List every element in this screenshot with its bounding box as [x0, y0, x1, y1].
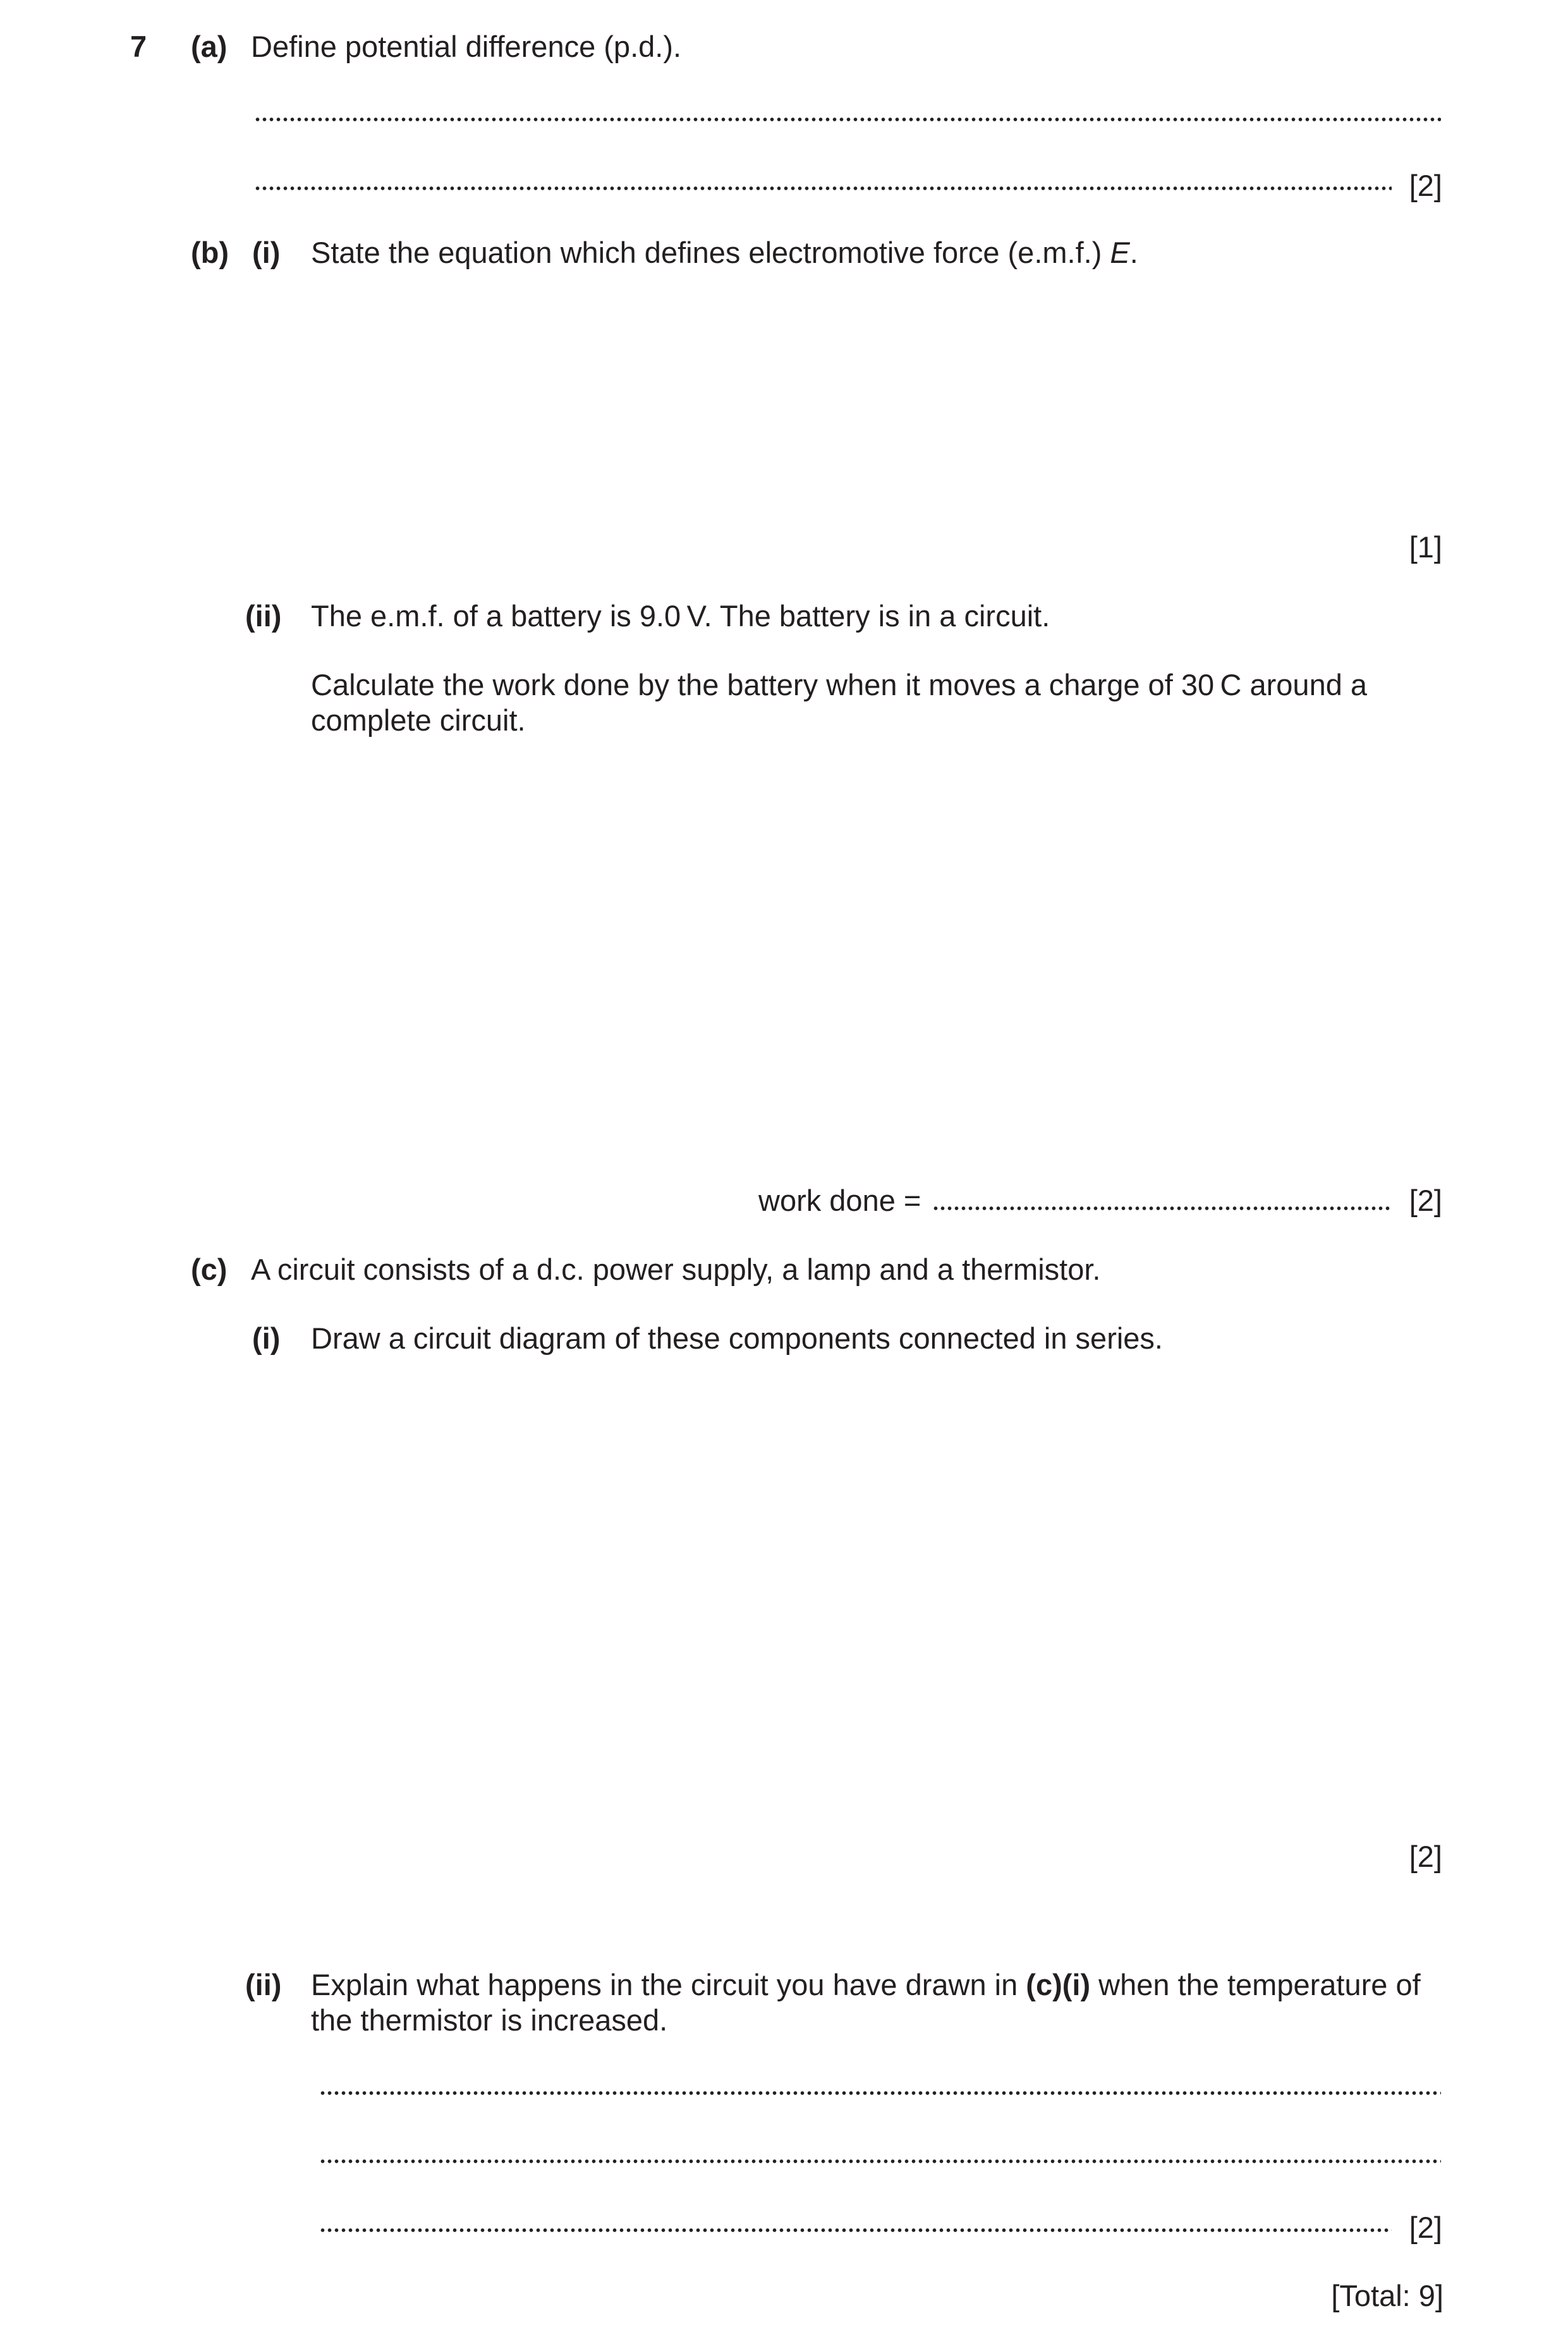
- part-c-question-text: A circuit consists of a d.c. power supply, a lamp and a thermistor.: [251, 1253, 1101, 1286]
- part-c-ii-question-text: Explain what happens in the circuit you have drawn in (c)(i) when the temperature of the thermistor is increased.: [311, 1968, 1421, 2037]
- part-a-marks: [2]: [1409, 169, 1442, 202]
- part-b-label: (b): [191, 236, 229, 269]
- part-c-i-question-text: Draw a circuit diagram of these components connected in series.: [311, 1321, 1163, 1355]
- part-c-ii-marks: [2]: [1409, 2211, 1442, 2244]
- part-c-label: (c): [191, 1253, 228, 1286]
- work-done-answer-line[interactable]: [932, 1206, 1392, 1211]
- part-b-ii-text-2: Calculate the work done by the battery when it moves a charge of 30 C around a complete circuit.: [311, 668, 1368, 737]
- part-b-i-label: (i): [252, 236, 281, 269]
- part-c-ii-answer-line-3[interactable]: [319, 2228, 1392, 2233]
- part-a-answer-line-2[interactable]: [254, 186, 1392, 191]
- part-c-i-marks: [2]: [1409, 1840, 1442, 1873]
- part-reference: (c)(i): [1026, 1968, 1091, 2001]
- part-b-ii-marks: [2]: [1409, 1184, 1442, 1217]
- part-b-i-marks: [1]: [1409, 530, 1442, 564]
- part-b-ii-text-1: The e.m.f. of a battery is 9.0 V. The battery is in a circuit.: [311, 599, 1050, 633]
- part-c-ii-label: (ii): [245, 1968, 282, 2001]
- part-b-ii-label: (ii): [245, 599, 282, 633]
- part-c-ii-answer-line-2[interactable]: [319, 2159, 1441, 2164]
- part-b-i-question-text: State the equation which defines electromotive force (e.m.f.) E.: [311, 236, 1138, 269]
- part-b-i-answer-space[interactable]: [311, 284, 1442, 518]
- total-marks: [Total: 9]: [1331, 2279, 1443, 2312]
- part-a-answer-line-1[interactable]: [254, 117, 1441, 122]
- circuit-diagram-drawing-space[interactable]: [311, 1378, 1442, 1820]
- part-a-question-text: Define potential difference (p.d.).: [251, 30, 682, 63]
- work-done-label: work done =: [758, 1184, 921, 1217]
- part-a-label: (a): [191, 30, 228, 63]
- part-c-ii-answer-line-1[interactable]: [319, 2091, 1441, 2096]
- emf-symbol: E: [1110, 236, 1130, 269]
- question-number: 7: [130, 30, 147, 63]
- part-b-ii-working-space[interactable]: [311, 746, 1442, 1163]
- part-c-i-label: (i): [252, 1321, 281, 1355]
